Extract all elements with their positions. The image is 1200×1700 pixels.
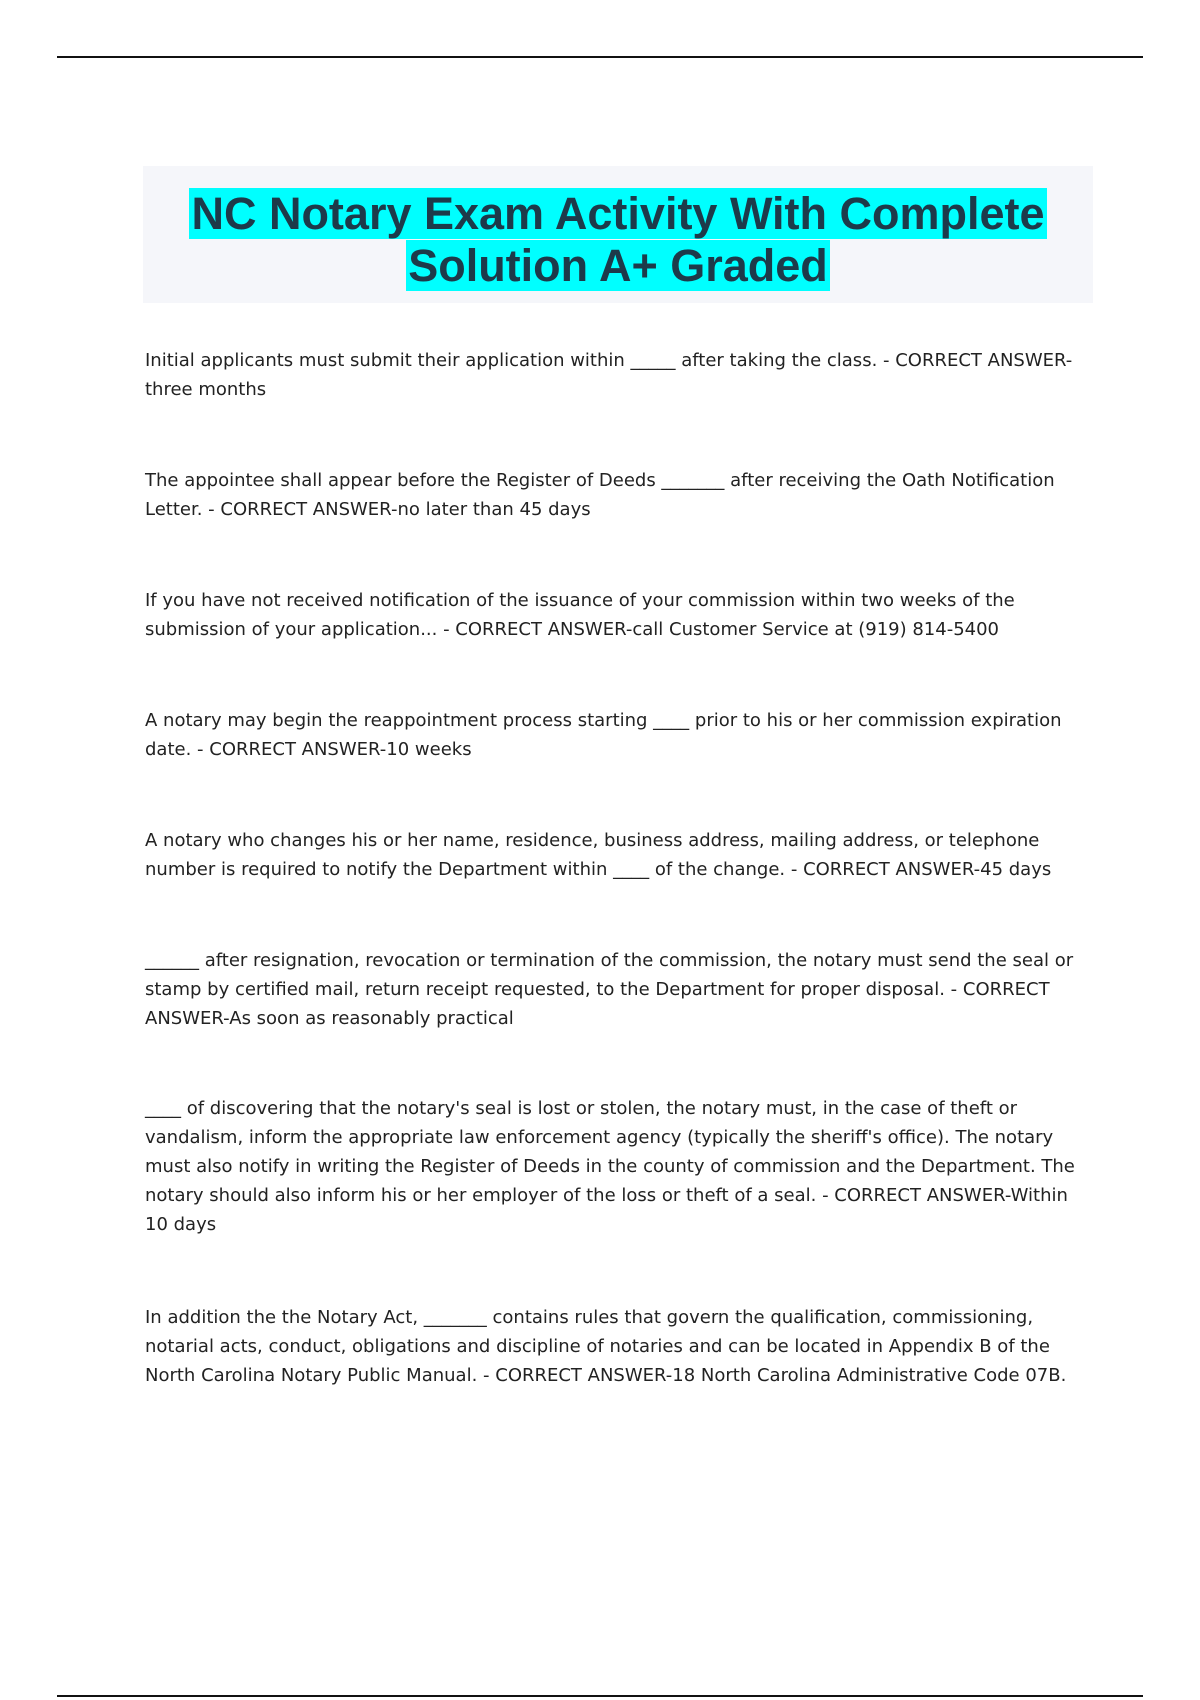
qa-item-6: ______ after resignation, revocation or termination of the commission, the notary must send the seal or stamp by certified mail, return receipt requested, to the Department for proper disposal. - CORRECT ANSWER-As soon as reasonably practical	[145, 950, 1074, 1029]
title-panel	[143, 166, 1093, 303]
header-rule	[57, 56, 1143, 58]
document-title	[143, 188, 1093, 292]
qa-item-8: In addition the the Notary Act, _______ contains rules that govern the qualification, commissioning, notarial acts, conduct, obligations and discipline of notaries and can be located in Appendix B of the North Carolina Notary Public Manual. - CORRECT ANSWER-18 North Carolina Administrative Code 07B.	[145, 1307, 1067, 1386]
qa-item-5: A notary who changes his or her name, residence, business address, mailing address, or telephone number is required to notify the Department within ____ of the change. - CORRECT ANSWER-45 days	[145, 830, 1052, 880]
footer-rule	[57, 1695, 1143, 1697]
qa-item-3: If you have not received notification of the issuance of your commission within two weeks of the submission of your application... - CORRECT ANSWER-call Customer Service at (919) 814-5400	[145, 590, 1015, 640]
qa-item-7: ____ of discovering that the notary's seal is lost or stolen, the notary must, in the case of theft or vandalism, inform the appropriate law enforcement agency (typically the sheriff's office). The notary must also notify in writing the Register of Deeds in the county of commission and the Department. The notary should also inform his or her employer of the loss or theft of a seal. - CORRECT ANSWER-Within 10 days	[145, 1098, 1075, 1235]
qa-item-1: Initial applicants must submit their application within _____ after taking the class. - CORRECT ANSWER-three months	[145, 350, 1073, 400]
qa-item-2: The appointee shall appear before the Register of Deeds _______ after receiving the Oath Notification Letter. - CORRECT ANSWER-no later than 45 days	[145, 470, 1055, 520]
title-line-1: NC Notary Exam Activity With Complete	[191, 188, 1045, 239]
qa-item-4: A notary may begin the reappointment process starting ____ prior to his or her commission expiration date. - CORRECT ANSWER-10 weeks	[145, 710, 1062, 760]
title-line-2: Solution A+ Graded	[408, 240, 828, 291]
